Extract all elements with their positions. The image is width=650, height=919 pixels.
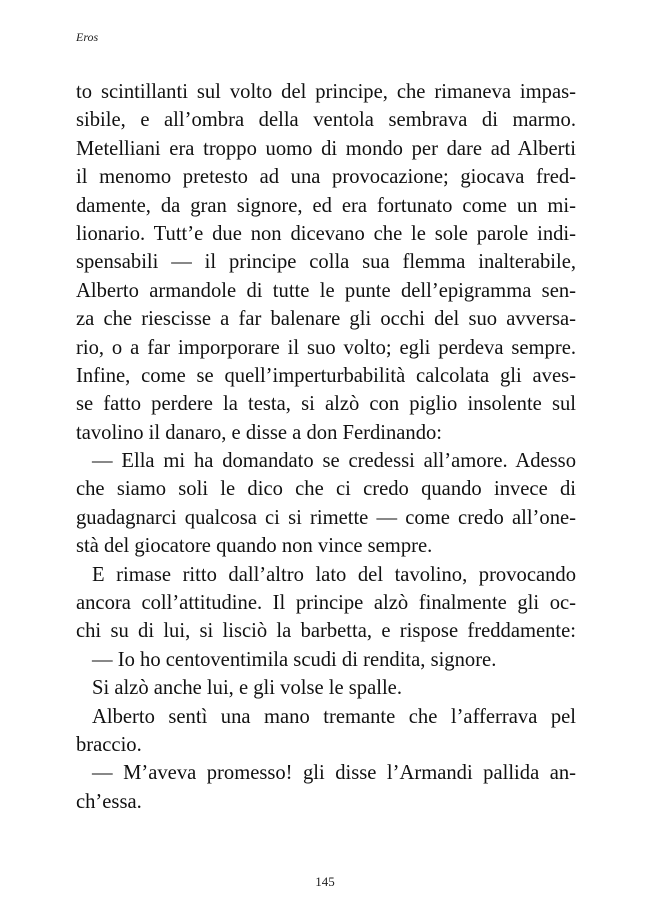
text-line: che siamo soli le dico che ci credo quando invece di xyxy=(76,478,576,501)
text-line: sibile, e all’ombra della ventola sembrava di marmo. xyxy=(76,109,576,132)
text-line: Infine, come se quell’imperturbabilità calcolata gli aves- xyxy=(76,364,576,387)
text-line: ch’essa. xyxy=(76,790,142,813)
text-line: braccio. xyxy=(76,733,142,756)
page-number: 145 xyxy=(315,874,335,889)
text-line: — Ella mi ha domandato se credessi all’amore. Adesso xyxy=(92,450,576,473)
text-line: rio, o a far imporporare il suo volto; egli perdeva sempre. xyxy=(76,336,576,359)
text-line: za che riescisse a far balenare gli occhi del suo avversa- xyxy=(76,308,576,331)
text-line: se fatto perdere la testa, si alzò con piglio insolente sul xyxy=(76,393,576,416)
text-line: Metelliani era troppo uomo di mondo per dare ad Alberti xyxy=(76,137,576,160)
text-line: E rimase ritto dall’altro lato del tavolino, provocando xyxy=(92,563,576,586)
text-line: to scintillanti sul volto del principe, che rimaneva impas- xyxy=(76,81,576,103)
text-line: — M’aveva promesso! gli disse l’Armandi pallida an- xyxy=(92,762,576,785)
text-line: lionario. Tutt’e due non dicevano che le sole parole indi- xyxy=(76,222,576,245)
text-line: guadagnarci qualcosa ci si rimette — come credo all’one- xyxy=(76,506,576,529)
text-line: chi su di lui, si lisciò la barbetta, e rispose freddamente: xyxy=(76,620,576,643)
text-line: spensabili — il principe colla sua flemma inalterabile, xyxy=(76,251,576,274)
text-line: ancora coll’attitudine. Il principe alzò finalmente gli oc- xyxy=(76,592,576,615)
text-line: tavolino il danaro, e disse a don Ferdinando: xyxy=(76,421,443,444)
text-line: damente, da gran signore, ed era fortunato come un mi- xyxy=(76,194,576,217)
text-line: — Io ho centoventimila scudi di rendita, signore. xyxy=(92,648,497,671)
body-text xyxy=(76,78,576,816)
text-line: stà del giocatore quando non vince sempre. xyxy=(76,535,433,558)
text-line: il menomo pretesto ad una provocazione; giocava fred- xyxy=(76,166,576,189)
text-line: Si alzò anche lui, e gli volse le spalle. xyxy=(92,677,402,700)
text-line: Alberto sentì una mano tremante che l’afferrava pel xyxy=(92,705,576,728)
text-line: Alberto armandole di tutte le punte dell’epigramma sen- xyxy=(76,279,576,302)
running-title: Eros xyxy=(76,30,99,44)
